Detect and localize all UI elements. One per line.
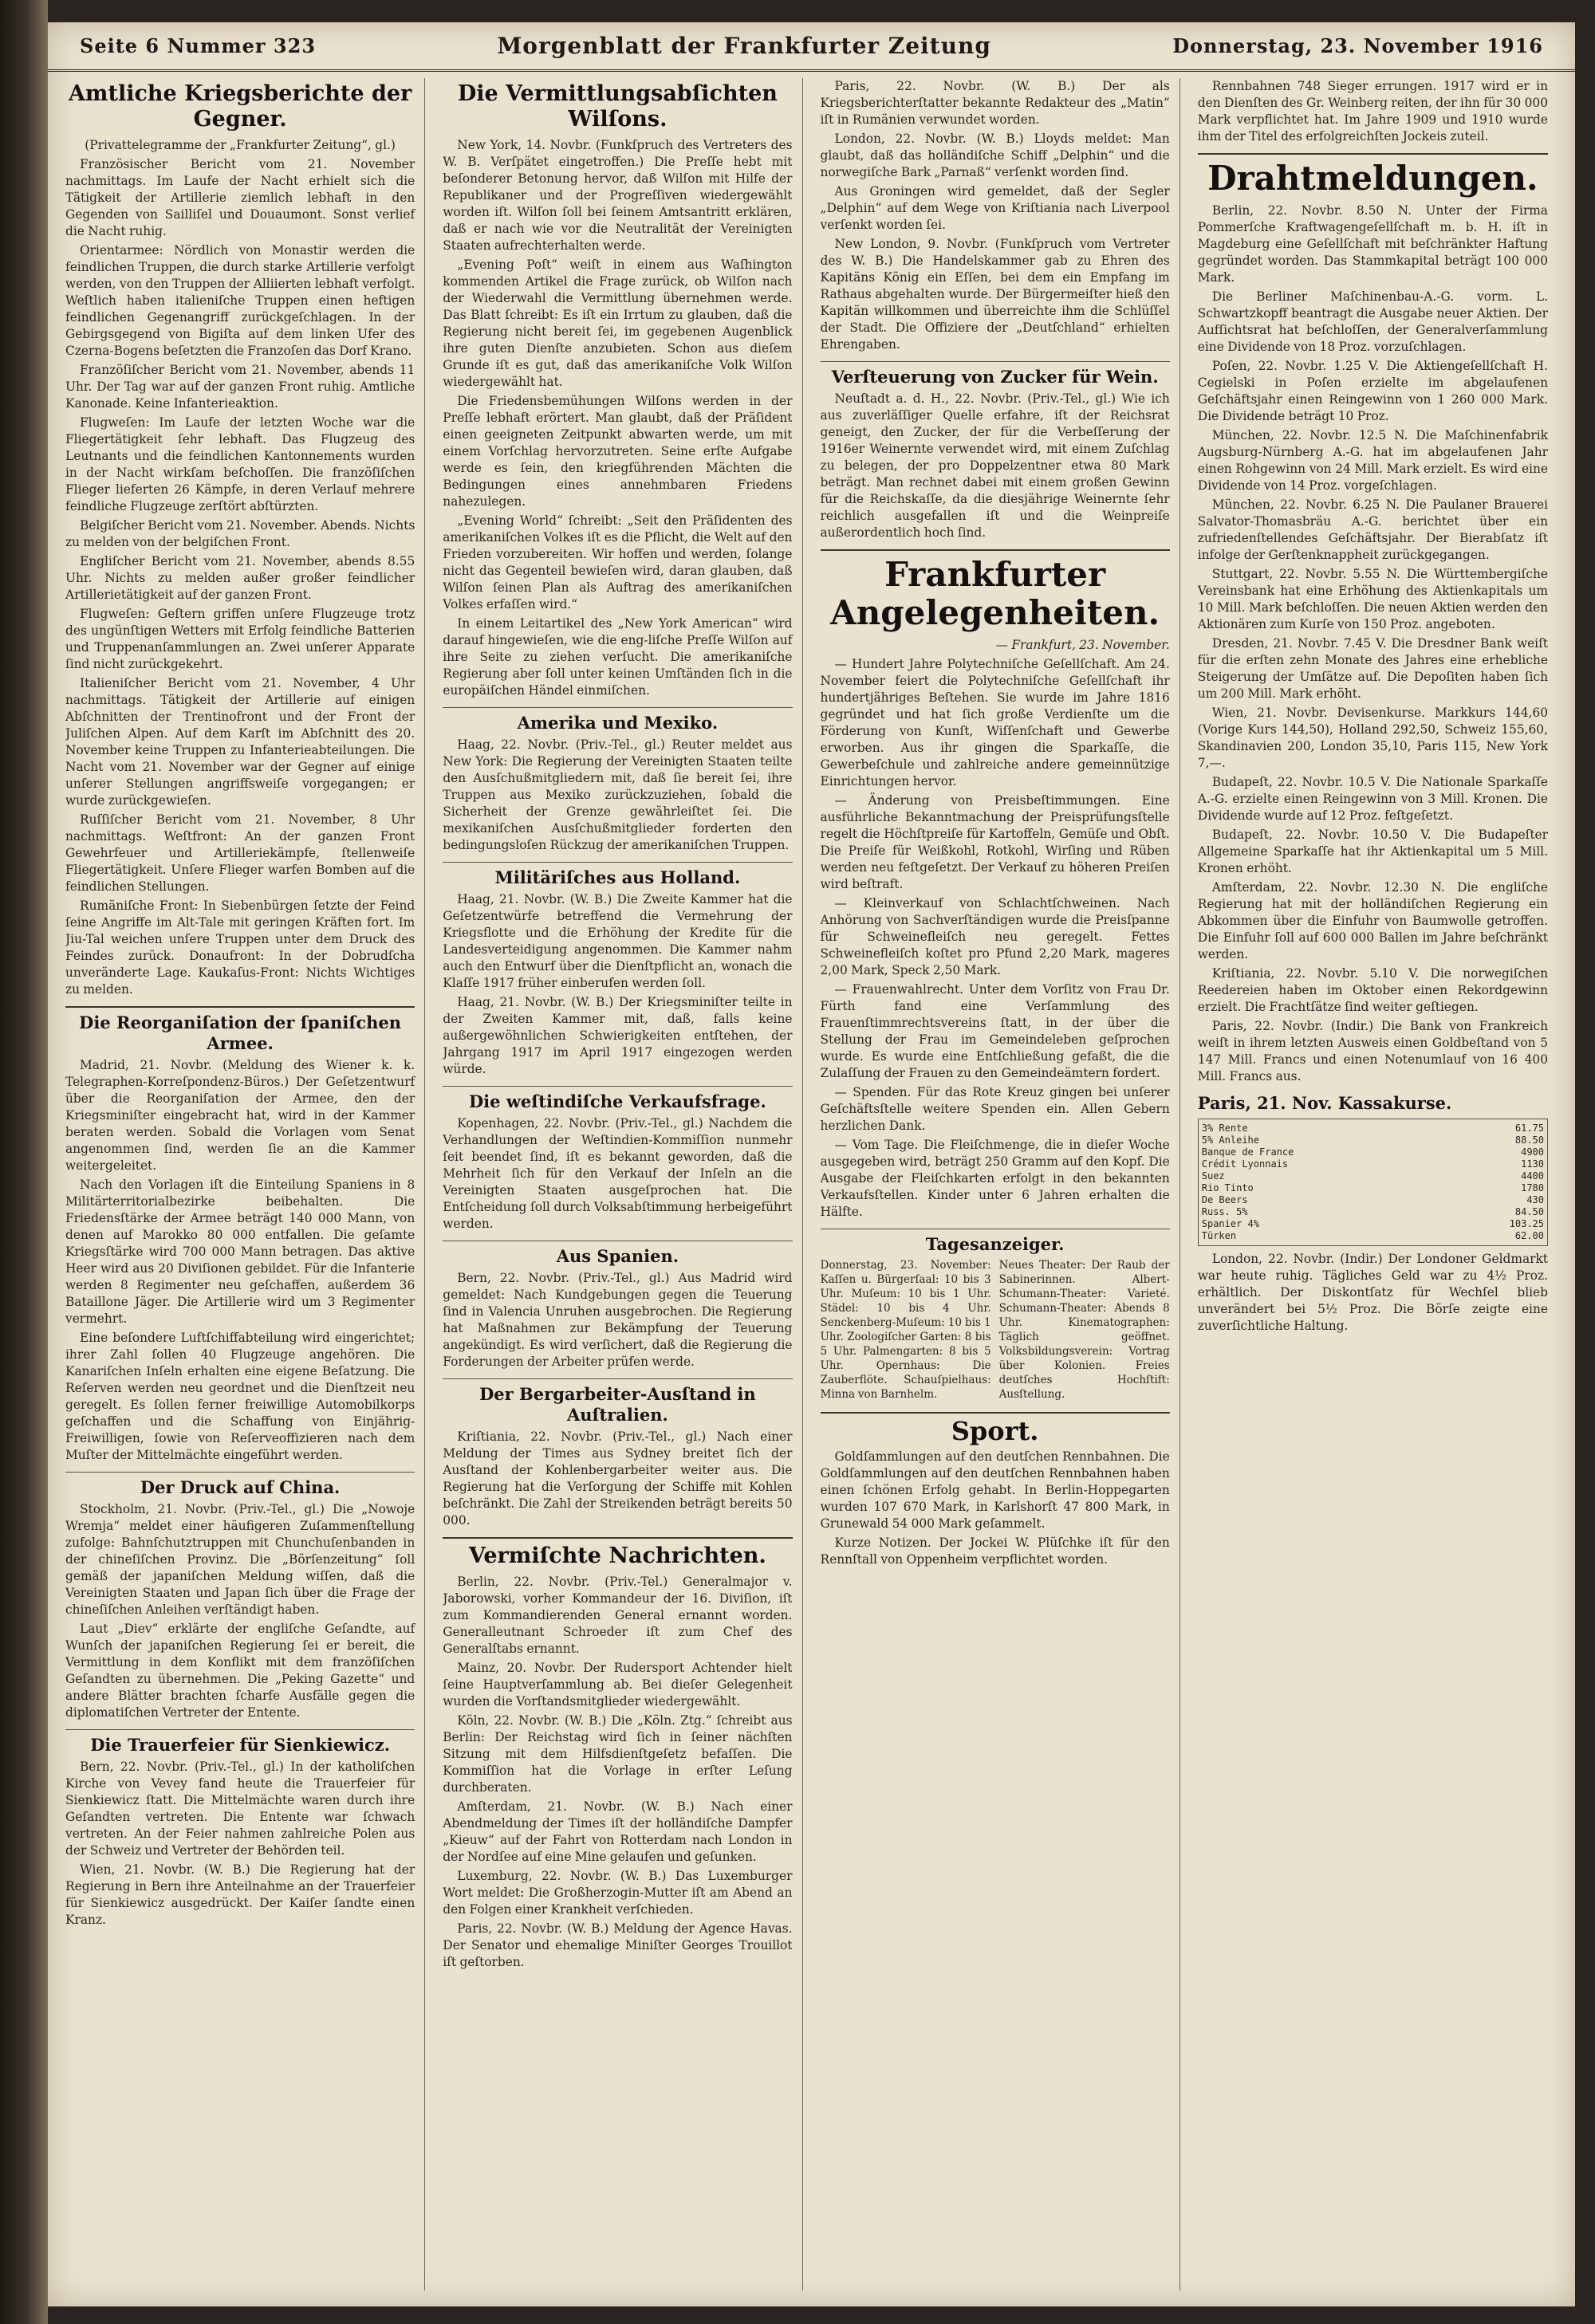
paragraph: München, 22. Novbr. 12.5 N. Die Maſchinenfabrik Augsburg-Nürnberg A.-G. hat im abgelaufenen Jahr einen Rohgewinn von 24 Mill. Mark erzielt. Es wird eine Dividende von 14 Proz. vorgeſchlagen. bbox=[1197, 428, 1548, 493]
paragraph: (Privattelegramme der „Frankfurter Zeitung“, gl.) bbox=[85, 138, 396, 152]
paragraph: Amſterdam, 22. Novbr. 12.30 N. Die engliſche Regierung hat mit der holländiſchen Regierung ein Abkommen über die Einfuhr von Baumwolle getroffen. Die Einfuhr ſoll auf 600 000 Ballen im Jahre beſchränkt werden. bbox=[1197, 880, 1548, 961]
headline: Die weſtindiſche Verkaufsfrage. bbox=[468, 1091, 766, 1111]
stock-price: 103.25 bbox=[1509, 1218, 1544, 1229]
divider bbox=[821, 1412, 1170, 1414]
divider bbox=[821, 549, 1170, 551]
paragraph: Mainz, 20. Novbr. Der Rudersport Achtender hielt ſeine Hauptverſammlung ab. Bei dieſer Gelegenheit wurden die Vorſtandsmitglieder wiedergewählt. bbox=[443, 1661, 793, 1709]
article-spanien bbox=[443, 1246, 792, 1370]
headline: Der Druck auf China. bbox=[140, 1477, 341, 1497]
stock-row bbox=[1202, 1218, 1544, 1230]
paragraph: Paris, 22. Novbr. (W. B.) Meldung der Agence Havas. Der Senator und ehemalige Miniſter Georges Trouillot iſt geſtorben. bbox=[443, 1921, 793, 1969]
divider bbox=[65, 1006, 415, 1008]
stock-name: Crédit Lyonnais bbox=[1201, 1158, 1289, 1170]
paragraph: Luxemburg, 22. Novbr. (W. B.) Das Luxemburger Wort meldet: Die Großherzogin-Mutter iſt am Abend an den Folgen einer Krankheit verſchieden. bbox=[443, 1869, 793, 1917]
divider bbox=[65, 1729, 415, 1730]
paragraph: Franzöſiſcher Bericht vom 21. November, abends 11 Uhr. Der Tag war auf der ganzen Front ruhig. Amtliche Kanonade. Keine Infanterieaktion. bbox=[65, 363, 415, 411]
paragraph: Laut „Diev“ erklärte der engliſche Geſandte, auf Wunſch der japaniſchen Regierung ſei er bereit, die Vermittlung in dem Konflikt mit dem franzöſiſchen Geſandten zu übernehmen. Die „Peking Gazette“ und andere Blätter brachten ſcharfe Ausfälle gegen die diplomatiſchen Vertreter der Entente. bbox=[65, 1622, 415, 1720]
section-headline: Drahtmeldungen. bbox=[1207, 159, 1538, 198]
paragraph: Kriſtiania, 22. Novbr. (Priv.-Tel., gl.) Nach einer Meldung der Times aus Sydney breitet ſich der Ausſtand der Kohlenbergarbeiter weiter aus. Die Regierung hat die Verſorgung der Schiffe mit Kohlen beſchränkt. Die Zahl der Streikenden beträgt bereits 50 000. bbox=[443, 1429, 793, 1528]
paragraph: Engliſcher Bericht vom 21. November, abends 8.55 Uhr. Nichts zu melden außer großer feindlicher Artillerietätigkeit auf der ganzen Front. bbox=[65, 554, 415, 602]
stock-row bbox=[1202, 1170, 1544, 1182]
table-title: Paris, 21. Nov. Kassakurse. bbox=[1197, 1093, 1452, 1113]
stock-name: 3% Rente bbox=[1201, 1123, 1248, 1134]
page-number: Seite 6 Nummer 323 bbox=[80, 34, 317, 57]
stock-name: Spanier 4% bbox=[1201, 1218, 1259, 1229]
paragraph: Flugweſen: Im Laufe der letzten Woche war die Fliegertätigkeit ſehr lebhaft. Das Flugzeug des Leutnants und die feindlichen Kantonnements wurden in der Nacht wirkſam beſchoſſen. Die franzöſiſchen Flieger lieferten 26 Kämpfe, in deren Verlauf mehrere feindliche Flugzeuge zerſtört abſtürzten. bbox=[65, 415, 415, 513]
paragraph: In einem Leitartikel des „New York American“ wird darauf hingewieſen, wie die eng-liſche Preſſe Wilſon auf ihre Seite zu ziehen verſucht. Die amerikaniſche Regierung aber ſoll unter keinen Umſtänden ſich in die europäiſchen Händel einmiſchen. bbox=[443, 616, 793, 698]
paragraph: Berlin, 22. Novbr. 8.50 N. Unter der Firma Pommerſche Kraftwagengeſellſchaft m. b. H. iſt in Magdeburg eine Geſellſchaft mit beſchränkter Haftung gegründet worden. Das Stammkapital beträgt 100 000 Mark. bbox=[1197, 203, 1548, 285]
stock-name: Türken bbox=[1201, 1230, 1237, 1241]
paragraph: New London, 9. Novbr. (Funkſpruch vom Vertreter des W. B.) Die Handelskammer gab zu Ehren des Kapitäns König ein Eſſen, bei dem ein Empfang im Rathaus abgehalten wurde. Der Bürgermeiſter hieß den Kapitän willkommen und überreichte ihm die Schlüſſel der Stadt. Die Offiziere der „Deutſchland“ erhielten Ehrengaben. bbox=[820, 237, 1170, 352]
paragraph: Kurze Notizen. Der Jockei W. Plüſchke iſt für den Rennſtall von Oppenheim verpflichtet worden. bbox=[820, 1536, 1170, 1567]
headline: Der Bergarbeiter-Ausſtand in Auſtralien. bbox=[479, 1384, 756, 1425]
paragraph: Aus Groningen wird gemeldet, daß der Segler „Delphin“ auf dem Wege von Kriſtiania nach Liverpool verſenkt worden ſei. bbox=[820, 184, 1170, 232]
stock-row bbox=[1202, 1182, 1544, 1194]
columns bbox=[65, 78, 1558, 2291]
paragraph: Bern, 22. Novbr. (Priv.-Tel., gl.) Aus Madrid wird gemeldet: Nach Kundgebungen gegen die Teuerung ſind in Valencia Unruhen ausgebrochen. Die Regierung hat Maßnahmen zur Bekämpfung der Teuerung angekündigt. Es wird verſichert, daß die Regierung die Forderungen der Arbeiter prüfen werde. bbox=[443, 1271, 793, 1369]
article-sport bbox=[821, 1418, 1170, 1568]
stock-row bbox=[1202, 1123, 1544, 1134]
headline: Amerika und Mexiko. bbox=[517, 713, 719, 733]
paragraph: München, 22. Novbr. 6.25 N. Die Paulaner Brauerei Salvator-Thomasbräu A.-G. berichtet über ein zufriedenſtellendes Geſchäftsjahr. Der Bierabſatz iſt infolge der Gerſtenknappheit zurückgegangen. bbox=[1197, 497, 1548, 562]
paragraph: Köln, 22. Novbr. (W. B.) Die „Köln. Ztg.“ ſchreibt aus Berlin: Der Reichstag wird ſich in ſeiner nächſten Sitzung mit dem Hilfsdienſtgeſetz befaſſen. Die Kommiſſion hat die Vorlage in erſter Leſung durchberaten. bbox=[443, 1713, 793, 1795]
paragraph: Kopenhagen, 22. Novbr. (Priv.-Tel., gl.) Nachdem die Verhandlungen der Weſtindien-Kommiſſion nunmehr ſeit beendet ſind, iſt es bekannt geworden, daß die Mehrheit ſich für den Verkauf der Inſeln an die Vereinigten Staaten ausgeſprochen hat. Die Entſcheidung ſoll durch Volksabſtimmung herbeigeführt werden. bbox=[443, 1116, 793, 1231]
paragraph: Rennbahnen 748 Sieger errungen. 1917 wird er in den Dienſten des Gr. Weinberg reiten, der ihn für 30 000 Mark verpflichtet hat. Im Jahre 1909 und 1910 wurde ihm der Titel des erfolgreichſten Jockeis zuteil. bbox=[1197, 79, 1548, 144]
column-3 bbox=[821, 78, 1180, 2291]
dateline: — Frankfurt, 23. November. bbox=[995, 638, 1170, 652]
article-drahtmeldungen bbox=[1198, 159, 1548, 1085]
paragraph: Kriſtiania, 22. Novbr. 5.10 V. Die norwegiſchen Reedereien haben im Oktober einen Rekordgewinn erzielt. Die Frachtſätze ſind weiter geſtiegen. bbox=[1197, 966, 1548, 1014]
divider bbox=[65, 1472, 415, 1473]
stock-name: Suez bbox=[1201, 1170, 1225, 1182]
paragraph: New York, 14. Novbr. (Funkſpruch des Vertreters des W. B. Verſpätet eingetroffen.) Die Preſſe hebt mit beſonderer Betonung hervor, daß Wilſon mit Hilfe der Republikaner und der Progreſſiven wiedergewählt worden iſt. Wilſon ſoll bei ſeinem Amtsantritt erklären, daß er nach wie vor die Neutralität der Vereinigten Staaten aufrechterhalten werde. bbox=[443, 138, 793, 253]
stock-price: 1130 bbox=[1521, 1158, 1544, 1170]
stock-row bbox=[1202, 1134, 1544, 1146]
masthead bbox=[48, 22, 1575, 72]
paragraph: Wien, 21. Novbr. Devisenkurse. Markkurs 144,60 (Vorige Kurs 144,50), Holland 292,50, Schweiz 155,60, Skandinavien 200, London 35,10, Paris 115, New York 7,—. bbox=[1197, 706, 1548, 770]
stock-name: De Beers bbox=[1201, 1194, 1248, 1205]
article-continued bbox=[821, 78, 1170, 353]
paragraph: — Vom Tage. Die Fleiſchmenge, die in dieſer Woche ausgegeben wird, beträgt 250 Gramm auf den Kopf. Die Ausgabe der Fleiſchkarten erfolgt in den bekannten Verkaufsſtellen. Kinder unter 6 Jahren erhalten die Hälfte. bbox=[820, 1138, 1170, 1219]
stock-table bbox=[1198, 1093, 1548, 1335]
paragraph: Eine beſondere Luftſchiffabteilung wird eingerichtet; ihrer Zahl ſollen 40 Flugzeuge angehören. Die Kanariſchen Inſeln erhalten eine eigene Beſatzung. Die Reſerven werden neu geordnet und die Dienſtzeit neu geregelt. Es ſollen ferner freiwillige Automobilkorps geſchaffen und die Schaffung von Einjährig-Freiwilligen, ſowie von Reſerveoffizieren nach dem Muſter der Mittelmächte eingeführt werden. bbox=[65, 1331, 415, 1462]
paragraph: London, 22. Novbr. (W. B.) Lloyds meldet: Man glaubt, daß das holländiſche Schiff „Delphin“ und die norwegiſche Bark „Parnaß“ verſenkt worden ſind. bbox=[820, 132, 1170, 179]
headline: Vermiſchte Nachrichten. bbox=[468, 1543, 766, 1568]
headline: Militäriſches aus Holland. bbox=[494, 867, 741, 887]
divider bbox=[443, 862, 792, 863]
headline: Tagesanzeiger. bbox=[925, 1234, 1065, 1254]
headline: Verſteuerung von Zucker für Wein. bbox=[831, 367, 1159, 387]
stock-row bbox=[1202, 1194, 1544, 1206]
divider bbox=[443, 1378, 792, 1379]
paragraph: Goldſammlungen auf den deutſchen Rennbahnen. Die Goldſammlungen auf den deutſchen Rennbahnen haben einen ſchönen Erfolg gehabt. In Berlin-Hoppegarten wurden 107 670 Mark, in Karlshorſt 47 800 Mark, in Grunewald 54 000 Mark geſammelt. bbox=[820, 1449, 1170, 1531]
headline: Aus Spanien. bbox=[556, 1246, 679, 1266]
newspaper-page bbox=[48, 22, 1575, 2306]
paragraph: „Evening Poſt“ weiſt in einem aus Waſhington kommenden Artikel die Frage zurück, ob Wilſon nach der Wiederwahl die Vermittlung übernehmen werde. Das Blatt ſchreibt: Es iſt ein Irrtum zu glauben, daß die Regierung nicht bereit ſei, im gegebenen Augenblick ihre guten Dienſte anzubieten. Schon aus dieſem Grunde iſt es gut, daß das amerikaniſche Volk Wilſon wiedergewählt hat. bbox=[443, 258, 793, 389]
divider bbox=[443, 1537, 792, 1539]
paragraph: — Frauenwahlrecht. Unter dem Vorſitz von Frau Dr. Fürth fand eine Verſammlung des Frauenſtimmrechtsvereins ſtatt, in der über die Stellung der Frau im Gemeindeleben geſprochen wurde. Es wurde eine Entſchließung gefaßt, die die Zulaſſung der Frauen zu den Gemeindeämtern fordert. bbox=[820, 982, 1170, 1080]
paragraph: Poſen, 22. Novbr. 1.25 V. Die Aktiengeſellſchaft H. Cegielski in Poſen erzielte im abgelaufenen Geſchäftsjahr einen Reingewinn von 1 260 000 Mark. Die Dividende beträgt 10 Proz. bbox=[1197, 359, 1548, 423]
article-zucker bbox=[821, 367, 1170, 541]
article-wilson bbox=[443, 81, 792, 699]
paragraph: — Spenden. Für das Rote Kreuz gingen bei unſerer Geſchäftsſtelle weitere Spenden ein. Allen Gebern herzlichen Dank. bbox=[820, 1085, 1170, 1133]
paragraph: Budapeſt, 22. Novbr. 10.5 V. Die Nationale Sparkaſſe A.-G. erzielte einen Reingewinn von 3 Mill. Kronen. Die Dividende wurde auf 12 Proz. feſtgeſetzt. bbox=[1197, 775, 1548, 823]
article-china bbox=[65, 1477, 415, 1721]
paragraph: Die Friedensbemühungen Wilſons werden in der Preſſe lebhaft erörtert. Man glaubt, daß der Präſident einen geeigneten Zeitpunkt abwarten werde, um mit einem Vorſchlag hervorzutreten. Seine erſte Aufgabe werde es ſein, den kriegführenden Mächten die Bedingungen eines annehmbaren Friedens nahezulegen. bbox=[443, 394, 793, 509]
paragraph: Madrid, 21. Novbr. (Meldung des Wiener k. k. Telegraphen-Korreſpondenz-Büros.) Der Geſetzentwurf über die Reorganiſation der Armee, den der Kriegsminiſter eingebracht hat, wird in der Kammer beraten werden. Sobald die Vorlagen vom Senat angenommen ſind, werden ſie an die Kammer weitergeleitet. bbox=[65, 1058, 415, 1173]
article-continued bbox=[1198, 78, 1548, 145]
issue-date: Donnerstag, 23. November 1916 bbox=[1172, 34, 1543, 57]
stock-row bbox=[1202, 1146, 1544, 1158]
paragraph: Flugweſen: Geſtern griffen unſere Flugzeuge trotz des ungünſtigen Wetters mit Erfolg feindliche Batterien und Truppenanſammlungen an. Zwei unſerer Apparate ſind nicht zurückgekehrt. bbox=[65, 607, 415, 671]
paragraph: Französischer Bericht vom 21. November nachmittags. Im Laufe der Nacht erhielt sich die Tätigkeit der Artillerie ziemlich lebhaft in den Gegenden von Sailliſel und Douaumont. Sonst verlief die Nacht ruhig. bbox=[65, 157, 415, 238]
article-spanische-armee bbox=[65, 1013, 415, 1464]
stock-price: 4400 bbox=[1521, 1170, 1544, 1182]
paragraph: London, 22. Novbr. (Indir.) Der Londoner Geldmarkt war heute ruhig. Tägliches Geld war zu 4½ Proz. erhältlich. Der Diskontſatz für Wechſel blieb unverändert bei 5½ Proz. Die Börſe zeigte eine zuverſichtliche Haltung. bbox=[1197, 1252, 1548, 1333]
paragraph: „Evening World“ ſchreibt: „Seit den Präſidenten des amerikaniſchen Volkes iſt es die Pflicht, die Welt auf den Frieden vorzubereiten. Wir hoffen und werden, ſolange nicht das Gegenteil bewieſen wird, daran glauben, daß Wilſon ſeinen Plan als Auftrag des amerikaniſchen Volkes erfaſſen wird.“ bbox=[443, 513, 793, 611]
paragraph: Stuttgart, 22. Novbr. 5.55 N. Die Württembergiſche Vereinsbank hat eine Erhöhung des Aktienkapitals um 10 Mill. Mark beſchloſſen. Die neuen Aktien werden den Aktionären zum Kurſe von 150 Proz. angeboten. bbox=[1197, 567, 1548, 631]
paragraph: — Änderung von Preisbeſtimmungen. Eine ausführliche Bekanntmachung der Preisprüfungsſtelle regelt die Höchſtpreiſe für Kartoffeln, Gemüſe und Obſt. Die Preiſe für Weißkohl, Rotkohl, Wirſing und Rüben werden neu feſtgeſetzt. Der Verkauf zu höheren Preiſen wird beſtraft. bbox=[820, 793, 1170, 891]
stock-price: 62.00 bbox=[1514, 1230, 1544, 1241]
article-vermischtes bbox=[443, 1543, 792, 1971]
paragraph: Nach den Vorlagen iſt die Einteilung Spaniens in 8 Militärterritorialbezirke beibehalten. Die Friedensſtärke der Armee beträgt 140 000 Mann, von denen auf Marokko 80 000 entfallen. Die geſamte Kriegsſtärke wird 700 000 Mann betragen. Das aktive Heer wird aus 20 Diviſionen gebildet. Für die Infanterie werden 8 Regimenter neu geſchaffen, außerdem 36 Bataillone Jäger. Die Artillerie wird um 3 Regimenter vermehrt. bbox=[65, 1178, 415, 1326]
listing-left: Donnerstag, 23. November: Kaſſen u. Bürgerſaal: 10 bis 3 Uhr. Muſeum: 10 bis 1 Uhr. Städel: 10 bis 4 Uhr. Senckenberg-Muſeum: 10 bis 1 Uhr. Zoologiſcher Garten: 8 bis 5 Uhr. Palmengarten: 8 bis 5 Uhr. Opernhaus: Die Zauberflöte. Schauſpielhaus: Minna von Barnhelm. bbox=[820, 1259, 991, 1401]
article-tagesanzeiger bbox=[821, 1234, 1170, 1404]
article-australien bbox=[443, 1384, 792, 1529]
stock-list bbox=[1198, 1119, 1548, 1246]
divider bbox=[1198, 153, 1548, 155]
article-holland bbox=[443, 867, 792, 1078]
paragraph: Paris, 22. Novbr. (Indir.) Die Bank von Frankreich weiſt in ihrem letzten Ausweis einen Goldbeſtand von 5 147 Mill. Francs und einen Notenumlauf von 16 400 Mill. Francs aus. bbox=[1197, 1019, 1548, 1083]
divider bbox=[821, 361, 1170, 362]
stock-name: Russ. 5% bbox=[1201, 1206, 1248, 1217]
paragraph: Rumäniſche Front: In Siebenbürgen ſetzte der Feind ſeine Angriffe im Alt-Tale mit geringen Kräften fort. Im Jiu-Tal weichen unſere Truppen unter dem Druck des Feindes zurück. Donaufront: In der Dobrudſcha unveränderte Lage. Kaukaſus-Front: Nichts Wichtiges zu melden. bbox=[65, 899, 415, 997]
stock-price: 61.75 bbox=[1514, 1123, 1544, 1134]
headline: Die Vermittlungsabſichten Wilſons. bbox=[457, 81, 778, 132]
paragraph: Budapeſt, 22. Novbr. 10.50 V. Die Budapeſter Allgemeine Sparkaſſe hat ihr Aktienkapital um 5 Mill. Kronen erhöht. bbox=[1197, 828, 1548, 875]
stock-price: 88.50 bbox=[1514, 1134, 1544, 1146]
stock-row bbox=[1202, 1158, 1544, 1170]
column-2 bbox=[443, 78, 802, 2291]
paragraph: Paris, 22. Novbr. (W. B.) Der als Kriegsberichterſtatter bekannte Redakteur des „Matin“ iſt in Rumänien verwundet worden. bbox=[820, 79, 1170, 127]
paragraph: Neuſtadt a. d. H., 22. Novbr. (Priv.-Tel., gl.) Wie ich aus zuverläſſiger Quelle erfahre, iſt der Reichsrat geneigt, den Zucker, der für die Verbeſſerung der 1916er Weinernte verwendet wird, mit einem Zuſchlag zu belegen, der pro Doppelzentner etwa 80 Mark beträgt. Man rechnet dabei mit einem großen Gewinn für die Reichskaſſe, da die diesjährige Weinernte ſehr reichlich ausgefallen iſt und die Weinpreiſe außerordentlich hoch ſind. bbox=[820, 391, 1170, 540]
paragraph: Italieniſcher Bericht vom 21. November, 4 Uhr nachmittags. Tätigkeit der Artillerie auf einigen Abſchnitten der Trentinofront und der Front der Juliſchen Alpen. Auf dem Karſt im Abſchnitt des 20. November keine Truppen zu Infanterieabteilungen. Die Nacht vom 21. November war der Gegner auf einige unſerer Stellungen angriffsweiſe vorgegangen; er wurde zurückgewieſen. bbox=[65, 676, 415, 808]
listing-right: Neues Theater: Der Raub der Sabinerinnen. Albert-Schumann-Theater: Varieté. Schumann-Theater: Abends 8 Uhr. Kinematographen: Täglich geöffnet. Volksbildungsverein: Vortrag über Kolonien. Freies deutſches Hochſtift: Ausſtellung. bbox=[998, 1259, 1170, 1401]
paragraph: Haag, 21. Novbr. (W. B.) Der Kriegsminiſter teilte in der Zweiten Kammer mit, daß, falls keine außergewöhnlichen Schwierigkeiten entſtehen, der Jahrgang 1917 im April 1917 eingezogen werden würde. bbox=[443, 995, 793, 1076]
stock-row bbox=[1202, 1206, 1544, 1218]
stock-price: 430 bbox=[1526, 1194, 1544, 1205]
paragraph: Bern, 22. Novbr. (Priv.-Tel., gl.) In der katholiſchen Kirche von Vevey fand heute die Trauerfeier für Sienkiewicz ſtatt. Die Mittelmächte waren durch ihre Geſandten vertreten. Die Entente war ſchwach vertreten. An der Feier nahmen zahlreiche Polen aus der Schweiz und Vertreter der Behörden teil. bbox=[65, 1760, 415, 1858]
article-frankfurt bbox=[821, 556, 1170, 1221]
divider bbox=[443, 1086, 792, 1087]
paragraph: Amſterdam, 21. Novbr. (W. B.) Nach einer Abendmeldung der Times iſt der holländiſche Dampfer „Kieuw“ auf der Fahrt von Rotterdam nach London in der Nordſee auf eine Mine gelaufen und geſunken. bbox=[443, 1799, 793, 1864]
article-kriegsberichte bbox=[65, 81, 415, 998]
paragraph: — Kleinverkauf von Schlachtſchweinen. Nach Anhörung von Sachverſtändigen wurde die Preisſpanne für Schweinefleiſch neu geregelt. Fettes Schweinefleiſch koſtet pro Pfund 2,20 Mark, mageres 2,00 Mark, Speck 2,50 Mark. bbox=[820, 896, 1170, 977]
paragraph: Orientarmee: Nördlich von Monastir werden die feindlichen Truppen, die durch starke Artillerie verfolgt werden, von den Truppen der Alliierten lebhaft verfolgt. Weſtlich haben italieniſche Truppen einen heftigen feindlichen Gegenangriff zurückgeſchlagen. In der Gebirgsgegend von Bigiſta auf dem linken Ufer des Czerna-Bogens beſetzten die Franzoſen das Dorf Krano. bbox=[65, 243, 415, 358]
paragraph: Dresden, 21. Novbr. 7.45 V. Die Dresdner Bank weiſt für die erſten zehn Monate des Jahres eine erhebliche Steigerung der Umſätze auf. Die Depoſiten haben ſich um 200 Mill. Mark erhöht. bbox=[1197, 636, 1548, 701]
article-westindien bbox=[443, 1091, 792, 1233]
divider bbox=[443, 707, 792, 708]
headline: Die Trauerfeier für Sienkiewicz. bbox=[90, 1735, 391, 1755]
stock-row bbox=[1202, 1230, 1544, 1242]
section-headline: Frankfurter Angelegenheiten. bbox=[830, 555, 1160, 632]
paragraph: Haag, 22. Novbr. (Priv.-Tel., gl.) Reuter meldet aus New York: Die Regierung der Vereinigten Staaten teilte den Ausſchußmitgliedern mit, daß ſie bereit ſei, ihre Truppen aus Mexiko zurückzuziehen, ſobald die Sicherheit der Grenze gewährleiſtet ſei. Die mexikaniſchen Ausſchußmitglieder forderten den bedingungsloſen Rückzug der amerikaniſchen Truppen. bbox=[443, 737, 793, 852]
paragraph: Haag, 21. Novbr. (W. B.) Die Zweite Kammer hat die Geſetzentwürfe betreffend die Vermehrung der Kriegsflotte und die Erhöhung der Kredite für die Landesverteidigung angenommen. Die Kammer nahm auch den Entwurf über die Dienſtpflicht an, wonach die Klaſſe 1917 früher einberufen werden ſoll. bbox=[443, 892, 793, 990]
headline: Amtliche Kriegsberichte der Gegner. bbox=[68, 81, 412, 132]
stock-price: 84.50 bbox=[1514, 1206, 1544, 1217]
column-4 bbox=[1198, 78, 1558, 2291]
headline: Die Reorganiſation der ſpaniſchen Armee. bbox=[79, 1013, 402, 1053]
paragraph: Wien, 21. Novbr. (W. B.) Die Regierung hat der Regierung in Bern ihre Anteilnahme an der Trauerfeier für Sienkiewicz ausgedrückt. Der Kaiſer ſandte einen Kranz. bbox=[65, 1862, 415, 1927]
paragraph: Berlin, 22. Novbr. (Priv.-Tel.) Generalmajor v. Jaborowski, vorher Kommandeur der 16. Diviſion, iſt zum Kommandierenden General ernannt worden. Generalleutnant Schroeder iſt zum Chef des Generalſtabs ernannt. bbox=[443, 1575, 793, 1656]
paragraph: Belgiſcher Bericht vom 21. November. Abends. Nichts zu melden von der belgiſchen Front. bbox=[65, 518, 415, 549]
paragraph: Die Berliner Maſchinenbau-A.-G. vorm. L. Schwartzkopff beantragt die Ausgabe neuer Aktien. Der Aufſichtsrat hat beſchloſſen, der Generalverſammlung eine Dividende von 18 Proz. vorzuſchlagen. bbox=[1197, 289, 1548, 354]
column-1 bbox=[65, 78, 425, 2291]
section-headline: Sport. bbox=[951, 1416, 1039, 1446]
article-sienkiewicz bbox=[65, 1735, 415, 1929]
stock-price: 4900 bbox=[1521, 1146, 1544, 1158]
newspaper-title: Morgenblatt der Frankfurter Zeitung bbox=[497, 33, 991, 59]
stock-price: 1780 bbox=[1521, 1182, 1544, 1193]
stock-name: Banque de France bbox=[1201, 1146, 1294, 1158]
paragraph: Stockholm, 21. Novbr. (Priv.-Tel., gl.) Die „Nowoje Wremja“ meldet einer häufigeren Zuſammenſtellung zufolge: Bahnſchutztruppen mit Chunchuſenbanden in der chineſiſchen Provinz. Die „Börſenzeitung“ ſoll gemäß der japaniſchen Meldung wiſſen, daß die Vereinigten Staaten und Japan ſich über die Frage der chineſiſchen Anleihen verſtändigt haben. bbox=[65, 1502, 415, 1617]
paragraph: — Hundert Jahre Polytechniſche Geſellſchaft. Am 24. November feiert die Polytechniſche Geſellſchaft ihr hundertjähriges Beſtehen. Sie wurde im Jahre 1816 gegründet und hat ſich große Verdienſte um die Förderung von Kunſt, Wiſſenſchaft und Gewerbe erworben. Aus ihr gingen die Sparkaſſe, die Gewerbeſchule und zahlreiche andere gemeinnützige Einrichtungen hervor. bbox=[820, 657, 1170, 788]
stock-name: 5% Anleihe bbox=[1201, 1134, 1259, 1146]
article-mexiko bbox=[443, 713, 792, 854]
listing-grid bbox=[821, 1258, 1170, 1404]
paragraph: Ruſſiſcher Bericht vom 21. November, 8 Uhr nachmittags. Weſtfront: An der ganzen Front Gewehrfeuer und Artilleriekämpfe, ſtellenweiſe Fliegertätigkeit. Unſere Flieger warfen Bomben auf die feindlichen Stellungen. bbox=[65, 812, 415, 894]
stock-name: Rio Tinto bbox=[1201, 1182, 1254, 1193]
book-binding bbox=[0, 0, 48, 2324]
